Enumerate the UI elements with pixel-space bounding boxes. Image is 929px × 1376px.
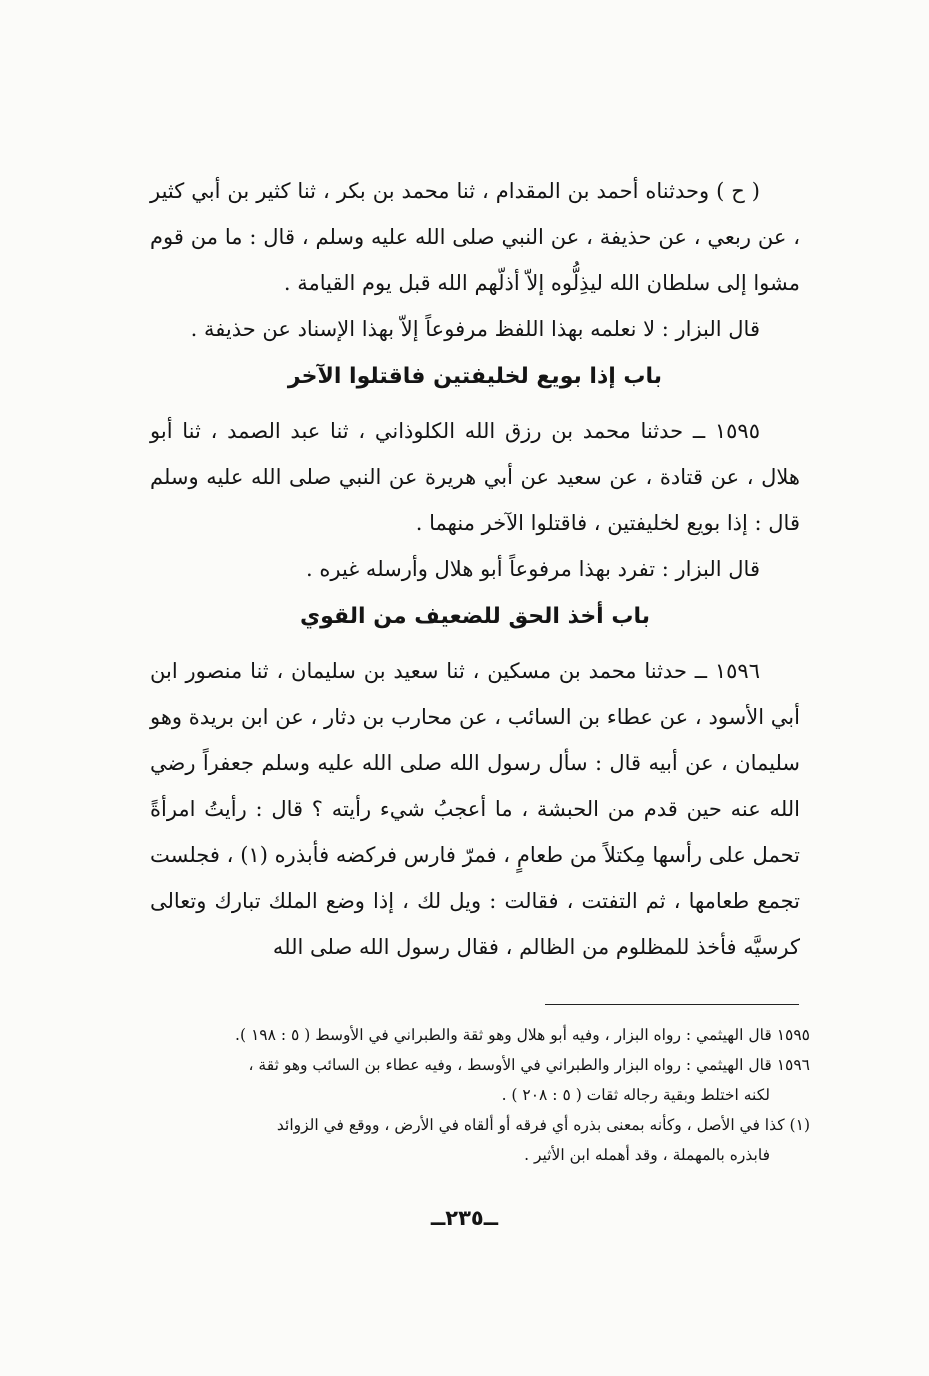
chapter-heading-rights-of-weak: باب أخذ الحق للضعيف من القوي xyxy=(299,604,651,629)
footnote-1-line-1: (١) كذا في الأصل ، وكأنه بمعنى بذره أي فرقه أو ألقاه في الأرض ، ووقع في الزوائد xyxy=(276,1116,810,1134)
footnote-1595: ١٥٩٥ قال الهيثمي : رواه البزار ، وفيه أبو هلال وهو ثقة والطبراني في الأوسط ( ٥ : ١٩٨ ). xyxy=(235,1026,810,1044)
paragraph-bazzar-comment-1: قال البزار : لا نعلمه بهذا اللفظ مرفوعاً إلاّ بهذا الإسناد عن حذيفة . xyxy=(190,317,760,341)
paragraph-hadith-1595: ١٥٩٥ ــ حدثنا محمد بن رزق الله الكلوذاني ، ثنا عبد الصمد ، ثنا أبو هلال ، عن قتادة ، عن سعيد عن أبي هريرة عن النبي صلى الله عليه وسلم قال : إذا بويع لخليفتين ، فاقتلوا الآخر منهما . xyxy=(150,419,800,535)
footnote-divider xyxy=(545,1004,799,1005)
footnote-1-line-2: فابذره بالمهملة ، وقد أهمله ابن الأثير . xyxy=(524,1146,770,1164)
paragraph-bazzar-comment-2: قال البزار : تفرد بهذا مرفوعاً أبو هلال وأرسله غيره . xyxy=(306,557,760,581)
footnote-1596-line-1: ١٥٩٦ قال الهيثمي : رواه البزار والطبراني في الأوسط ، وفيه عطاء بن السائب وهو ثقة ، xyxy=(248,1056,810,1074)
chapter-heading-two-caliphs: باب إذا بويع لخليفتين فاقتلوا الآخر xyxy=(287,364,663,389)
page-number: ــ٢٣٥ــ xyxy=(430,1206,499,1230)
paragraph-hadith-hudhayfah: ( ح ) وحدثناه أحمد بن المقدام ، ثنا محمد بن بكر ، ثنا كثير بن أبي كثير ، عن ربعي ، عن حذيفة ، عن النبي صلى الله عليه وسلم ، قال : ما من قوم مشوا إلى سلطان الله ليذِلُّوه إلاّ أذلّهم الله قبل يوم القيامة . xyxy=(150,179,800,295)
main-text xyxy=(150,168,800,970)
footnotes xyxy=(150,1020,810,1170)
paragraph-hadith-1596: ١٥٩٦ ــ حدثنا محمد بن مسكين ، ثنا سعيد بن سليمان ، ثنا منصور ابن أبي الأسود ، عن عطاء بن السائب ، عن محارب بن دثار ، عن ابن بريدة وهو سليمان ، عن أبيه قال : سأل رسول الله صلى الله عليه وسلم جعفراً رضي الله عنه حين قدم من الحبشة ، ما أعجبُ شيء رأيته ؟ قال : رأيتُ امرأةً تحمل على رأسها مِكتلاً من طعامٍ ، فمرّ فارس فركضه فأبذره (١) ، فجلست تجمع طعامها ، ثم التفتت ، فقالت : ويل لك ، إذا وضع الملك تبارك وتعالى كرسيَّه فأخذ للمظلوم من الظالم ، فقال رسول الله صلى الله xyxy=(150,659,800,959)
footnote-1596-line-2: لكنه اختلط وبقية رجاله ثقات ( ٥ : ٢٠٨ ) . xyxy=(501,1086,770,1104)
